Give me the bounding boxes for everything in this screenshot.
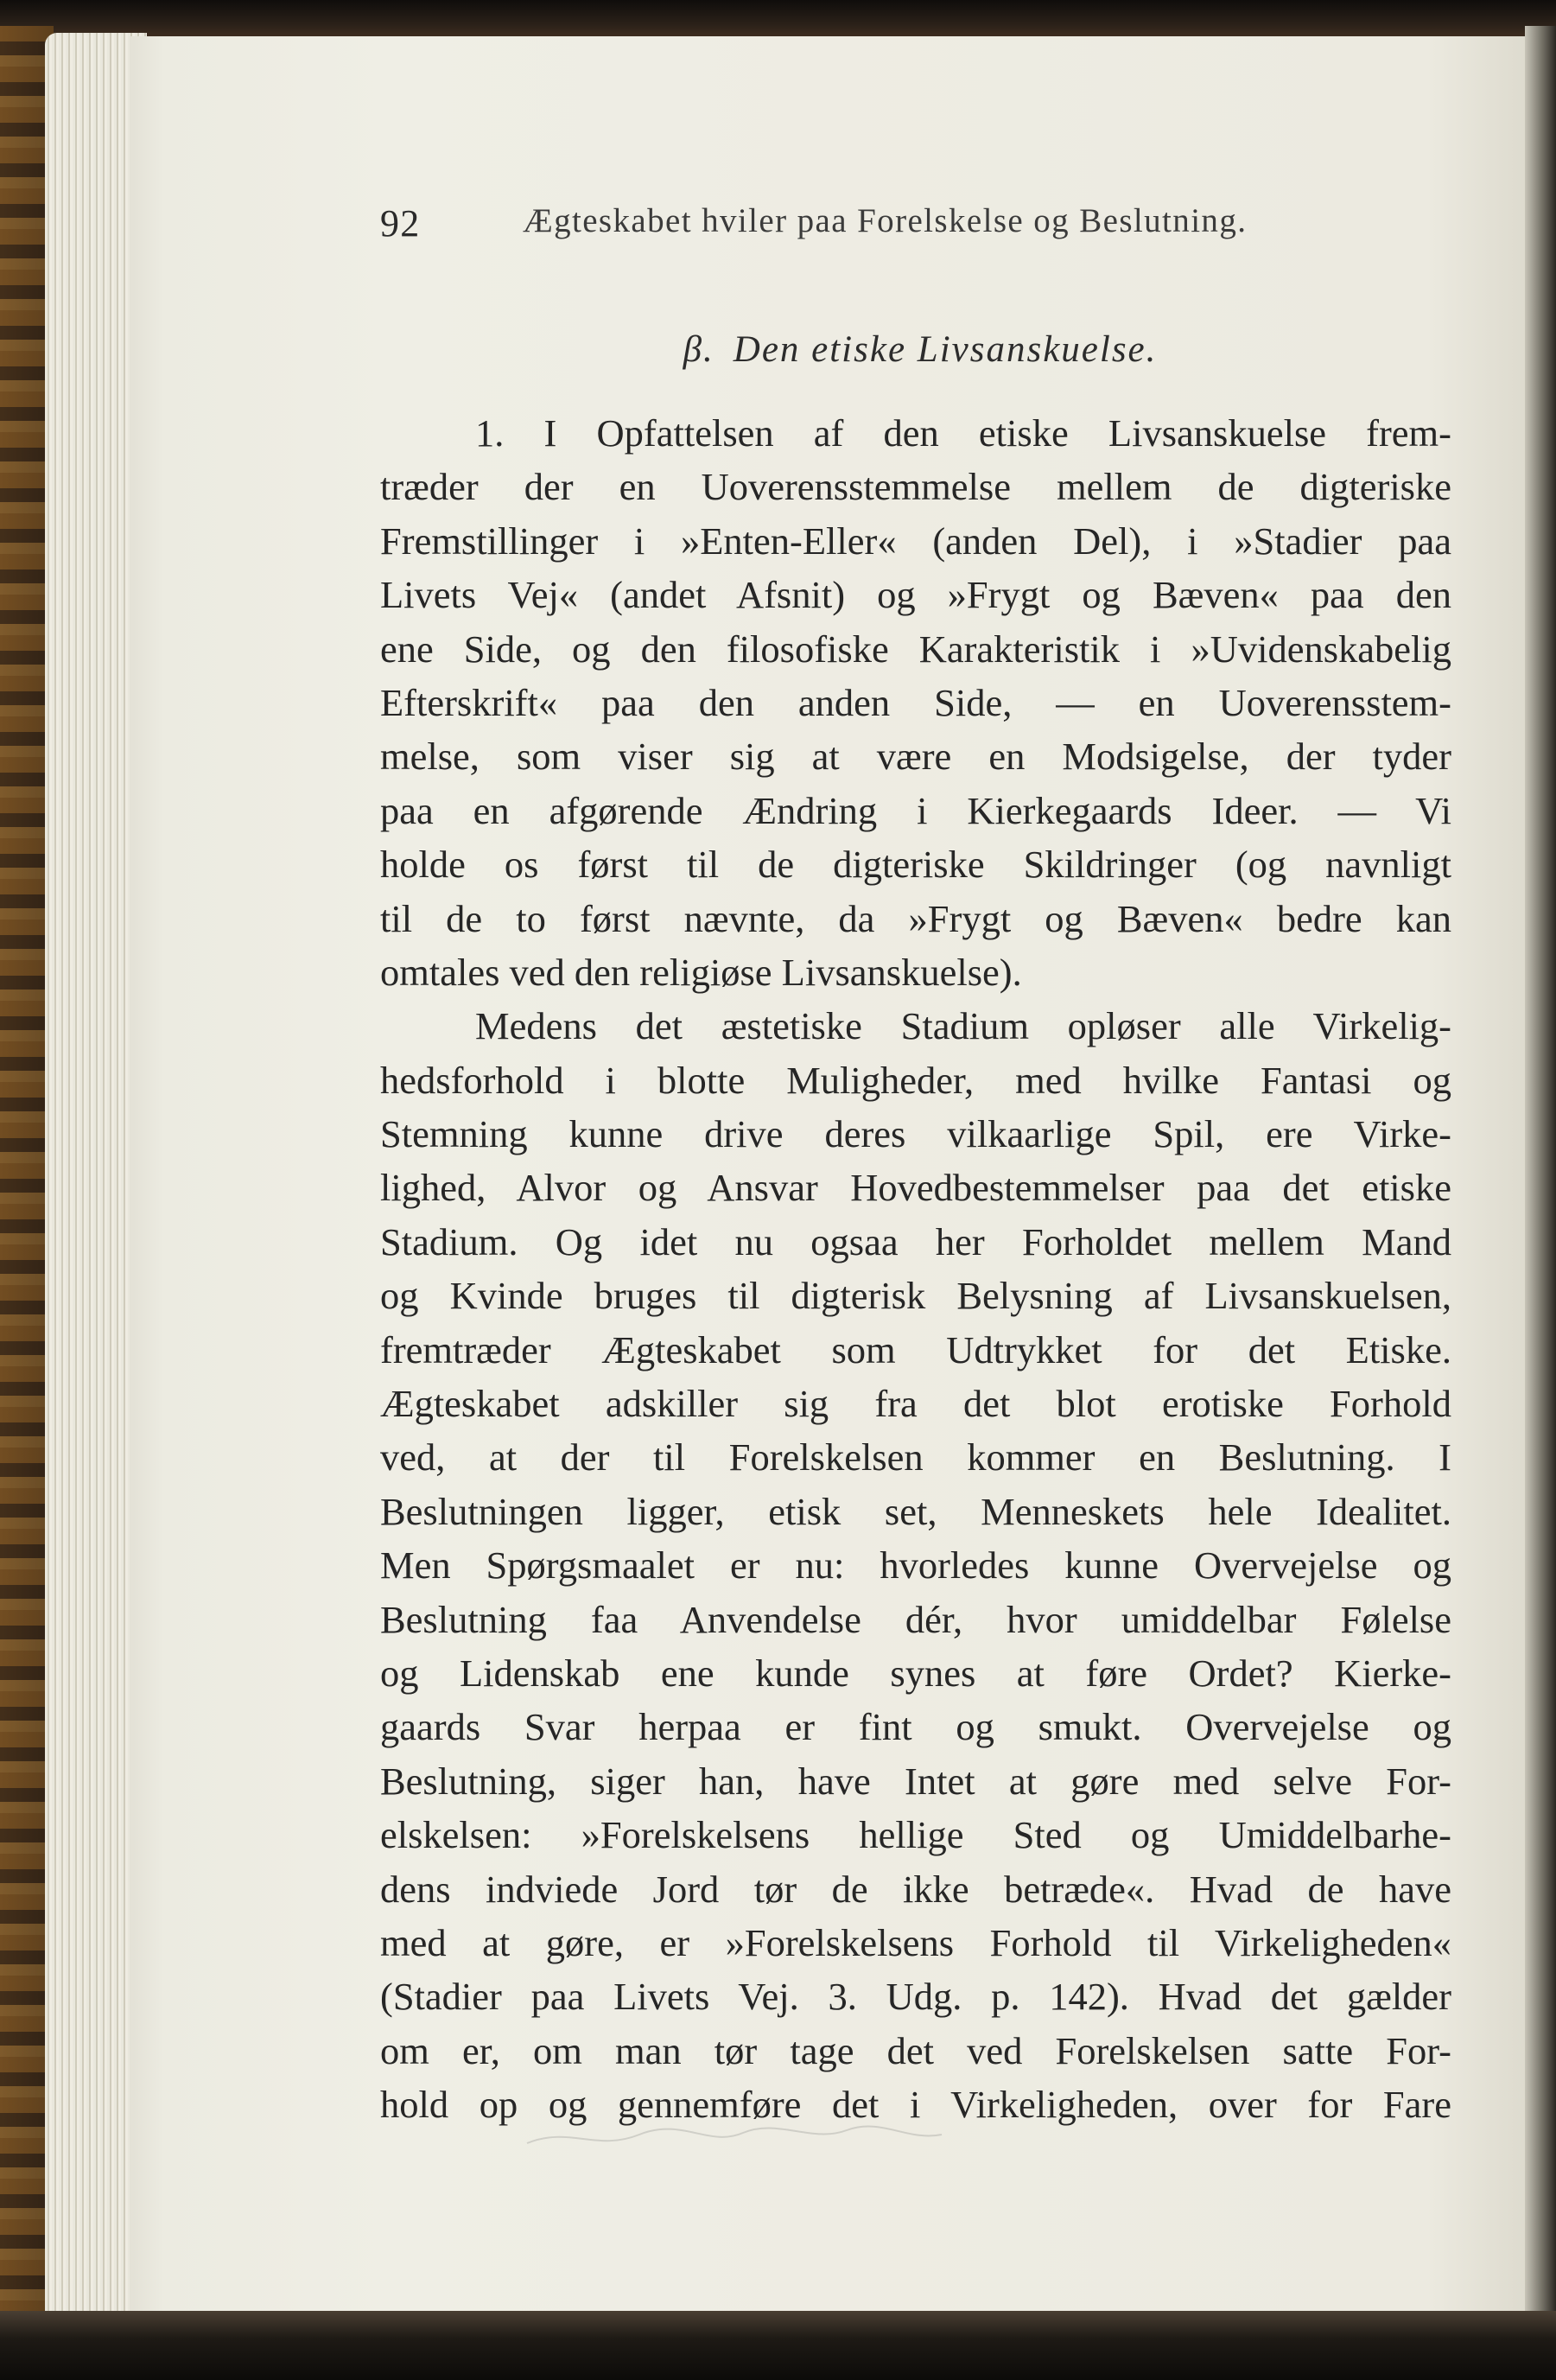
text-line: Medens det æstetiske Stadium opløser alle Virkelig- bbox=[475, 1004, 1451, 1048]
text-line: Ægteskabet adskiller sig fra det blot erotiske Forhold bbox=[380, 1382, 1451, 1426]
text-line: omtales ved den religiøse Livsanskuelse). bbox=[380, 950, 1022, 994]
text-line: 1. I Opfattelsen af den etiske Livsanskuelse frem- bbox=[475, 411, 1451, 455]
text-line: træder der en Uoverensstemmelse mellem de digteriske bbox=[380, 465, 1451, 509]
text-line: dens indviede Jord tør de ikke betræde«. Hvad de have bbox=[380, 1867, 1451, 1911]
text-line: om er, om man tør tage det ved Forelskelsen satte For- bbox=[380, 2028, 1451, 2072]
text-line: paa en afgørende Ændring i Kierkegaards Ideer. — Vi bbox=[380, 788, 1451, 832]
running-title: Ægteskabet hviler paa Forelskelse og Beslutning. bbox=[523, 202, 1248, 239]
text-line: fremtræder Ægteskabet som Udtrykket for det Etiske. bbox=[380, 1327, 1451, 1371]
text-line: elskelsen: »Forelskelsens hellige Sted og Umiddelbarhe- bbox=[380, 1813, 1451, 1857]
text-line: Stemning kunne drive deres vilkaarlige Spil, ere Virke- bbox=[380, 1112, 1451, 1156]
text-line: Beslutning, siger han, have Intet at gøre med selve For- bbox=[380, 1759, 1451, 1803]
text-line: ene Side, og den filosofiske Karakteristik i »Uvidenskabelig bbox=[380, 627, 1451, 671]
text-line: Livets Vej« (andet Afsnit) og »Frygt og Bæven« paa den bbox=[380, 573, 1451, 617]
text-line: Beslutning faa Anvendelse dér, hvor umiddelbar Følelse bbox=[380, 1597, 1451, 1641]
section-marker: β. bbox=[683, 329, 714, 370]
text-line: Fremstillinger i »Enten-Eller« (anden Del), i »Stadier paa bbox=[380, 519, 1451, 563]
text-line: og Kvinde bruges til digterisk Belysning af Livsanskuelsen, bbox=[380, 1274, 1451, 1318]
text-line: Stadium. Og idet nu ogsaa her Forholdet mellem Mand bbox=[380, 1219, 1451, 1263]
book-gutter bbox=[1525, 26, 1556, 2325]
running-head bbox=[380, 201, 1460, 253]
text-line: hedsforhold i blotte Muligheder, med hvilke Fantasi og bbox=[380, 1058, 1451, 1102]
page-number: 92 bbox=[380, 202, 421, 245]
text-line: melse, som viser sig at være en Modsigelse, der tyder bbox=[380, 735, 1451, 779]
section-heading bbox=[380, 328, 1460, 371]
text-line: lighed, Alvor og Ansvar Hovedbestemmelser paa det etiske bbox=[380, 1166, 1451, 1210]
text-line: holde os først til de digteriske Skildringer (og navnligt bbox=[380, 843, 1451, 887]
text-line: Efterskrift« paa den anden Side, — en Uoverensstem- bbox=[380, 680, 1451, 724]
text-line: ved, at der til Forelskelsen kommer en Beslutning. I bbox=[380, 1435, 1451, 1480]
text-line: Beslutningen ligger, etisk set, Menneskets hele Idealitet. bbox=[380, 1489, 1451, 1533]
body-text bbox=[380, 406, 1451, 2132]
text-line: hold op og gennemføre det i Virkeligheden, over for Fare bbox=[380, 2083, 1451, 2127]
text-line: med at gøre, er »Forelskelsens Forhold til Virkeligheden« bbox=[380, 1920, 1451, 1964]
text-line: Men Spørgsmaalet er nu: hvorledes kunne Overvejelse og bbox=[380, 1543, 1451, 1588]
text-line: (Stadier paa Livets Vej. 3. Udg. p. 142). Hvad det gælder bbox=[380, 1975, 1451, 2019]
text-line: til de to først nævnte, da »Frygt og Bæven« bedre kan bbox=[380, 896, 1451, 940]
section-title: Den etiske Livsanskuelse. bbox=[733, 329, 1158, 370]
text-line: og Lidenskab ene kunde synes at føre Ordet? Kierke- bbox=[380, 1651, 1451, 1695]
book-bottom-edge bbox=[0, 2311, 1556, 2380]
text-line: gaards Svar herpaa er fint og smukt. Overvejelse og bbox=[380, 1705, 1451, 1749]
pencil-annotation bbox=[518, 2109, 950, 2160]
